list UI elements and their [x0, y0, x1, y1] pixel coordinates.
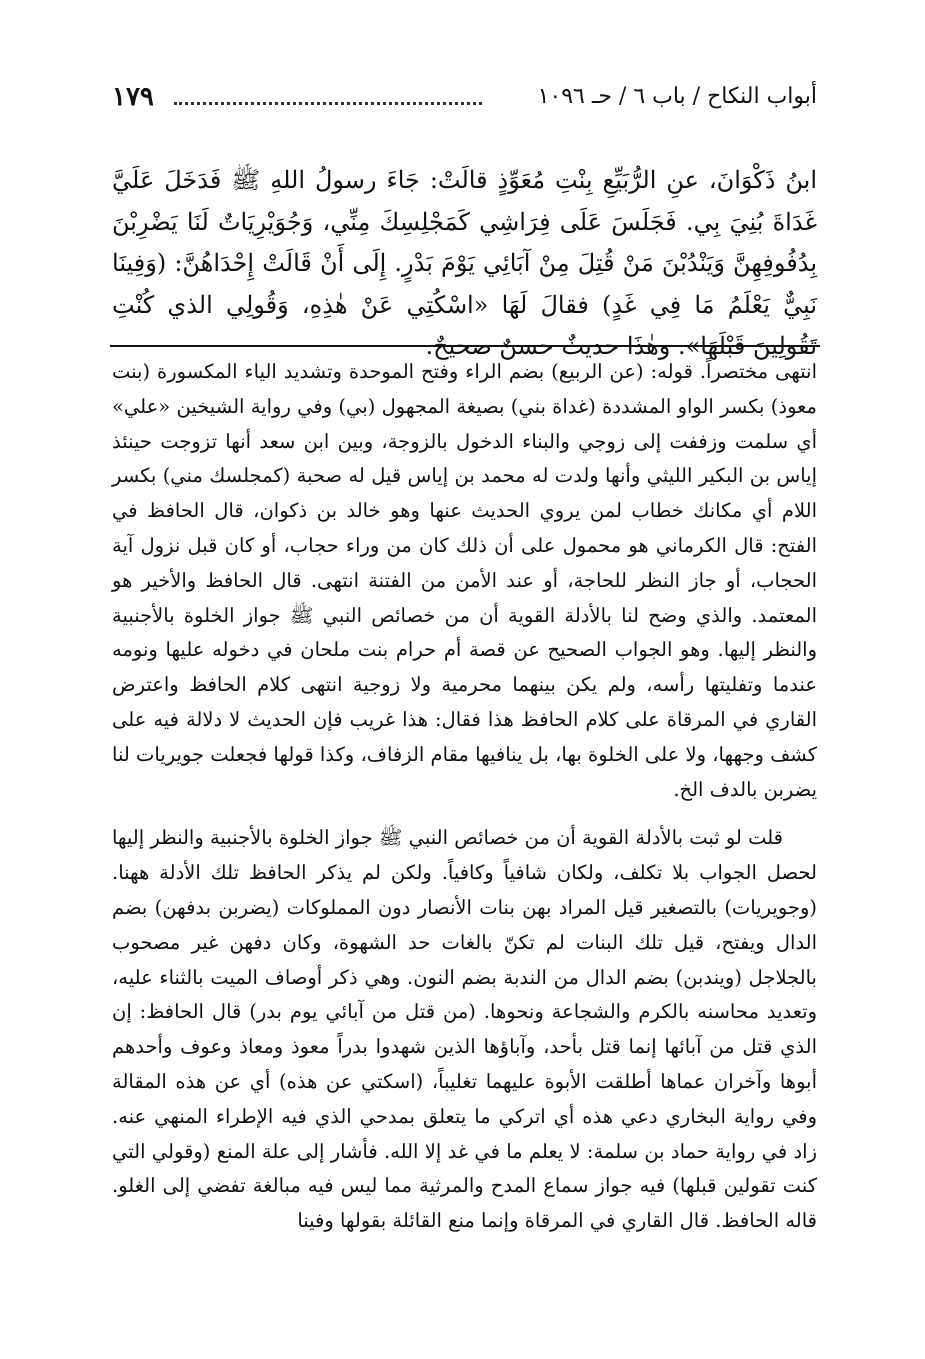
section-divider: [110, 345, 820, 347]
running-title: أبواب النكاح / باب ٦ / حـ ١٠٩٦: [537, 84, 817, 109]
page-header: [112, 82, 817, 116]
commentary-paragraph-2: قلت لو ثبت بالأدلة القوية أن من خصائص النبي ﷺ جواز الخلوة بالأجنبية والنظر إليها لحصل الجواب بلا تكلف، ولكان شافياً وكافياً. ولكن لم يذكر الحافظ تلك الأدلة ههنا. (وجويريات) بالتصغير قيل المراد بهن بنات الأنصار دون المملوكات (يضربن بدفهن) بضم الدال ويفتح، قيل تلك البنات لم تكنّ بالغات حد الشهوة، وكان دفهن غير مصحوب بالجلاجل (ويندبن) بضم الدال من الندبة بضم النون. وهي ذكر أوصاف الميت بالثناء عليه، وتعديد محاسنه بالكرم والشجاعة ونحوها. (من قتل من آبائي يوم بدر) قال الحافظ: إن الذي قتل من آبائها إنما قتل بأحد، وآباؤها الذين شهدوا بدراً معوذ ومعاذ وعوف وأحدهم أبوها وآخران عماها أطلقت الأبوة عليهما تغليباً، (اسكتي عن هذه) أي عن هذه المقالة وفي رواية البخاري دعي هذه أي اتركي ما يتعلق بمدحي الذي فيه الإطراء المنهي عنه. زاد في رواية حماد بن سلمة: لا يعلم ما في غد إلا الله. فأشار إلى علة المنع (وقولي التي كنت تقولين قبلها) فيه جواز سماع المدح والمرثية مما ليس فيه مبالغة تفضي إلى الغلو. قاله الحافظ. قال القاري في المرقاة وإنما منع القائلة بقولها وفينا: [111, 826, 817, 1233]
page-number: ١٧٩: [112, 82, 154, 112]
hadith-text: ابنُ ذَكْوَانَ، عنِ الرُّبَيِّعِ بِنْتِ مُعَوِّذٍ قالَتْ: جَاءَ رسولُ اللهِ ﷺ فَدَخَلَ عَلَيَّ غَدَاةَ بُنِيَ بِي. فَجَلَسَ عَلَى فِرَاشِي كَمَجْلِسِكَ مِنِّي، وَجُوَيْرِيَاتٌ لَنَا يَضْرِبْنَ بِدُفُوفِهِنَّ وَيَنْدُبْنَ مَنْ قُتِلَ مِنْ آبَائِي يَوْمَ بَدْرٍ. إِلَى أَنْ قَالَتْ إِحْدَاهُنَّ: (وَفِينَا نَبِيٌّ يَعْلَمُ مَا فِي غَدٍ) فقالَ لَهَا «اسْكُتِي عَنْ هٰذِهِ، وَقُولِي الذي كُنْتِ تَقُولِينَ قَبْلَهَا». وهٰذَا حديثٌ حسنٌ صحيحٌ.: [112, 166, 817, 360]
commentary: [112, 355, 817, 1239]
header-leader-dots: [174, 102, 482, 105]
commentary-paragraph-1: انتهى مختصراً. قوله: (عن الربيع) بضم الراء وفتح الموحدة وتشديد الياء المكسورة (بنت معوذ) بكسر الواو المشددة (غداة بني) بصيغة المجهول (بي) وفي رواية الشيخين «علي» أي سلمت وزففت إلى زوجي والبناء الدخول بالزوجة، وبين ابن سعد أنها تزوجت حينئذ إياس بن البكير الليثي وأنها ولدت له محمد بن إياس قيل له صحبة (كمجلسك مني) بكسر اللام أي مكانك خطاب لمن يروي الحديث عنها وهو خالد بن ذكوان، قال الحافظ في الفتح: قال الكرماني هو محمول على أن ذلك كان من وراء حجاب، أو كان قبل نزول آية الحجاب، أو جاز النظر للحاجة، أو عند الأمن من الفتنة انتهى. قال الحافظ والأخير هو المعتمد. والذي وضح لنا بالأدلة القوية أن من خصائص النبي ﷺ جواز الخلوة بالأجنبية والنظر إليها. وهو الجواب الصحيح عن قصة أم حرام بنت ملحان في دخوله عليها ونومه عندما وتفليتها رأسه، ولم يكن بينهما محرمية ولا زوجية انتهى كلام الحافظ واعترض القاري في المرقاة على كلام الحافظ هذا فقال: هذا غريب فإن الحديث لا دلالة فيه على كشف وجهها، ولا على الخلوة بها، بل ينافيها مقام الزفاف، وكذا قولها فجعلت جويريات لنا يضربن بالدف الخ.: [112, 360, 817, 801]
